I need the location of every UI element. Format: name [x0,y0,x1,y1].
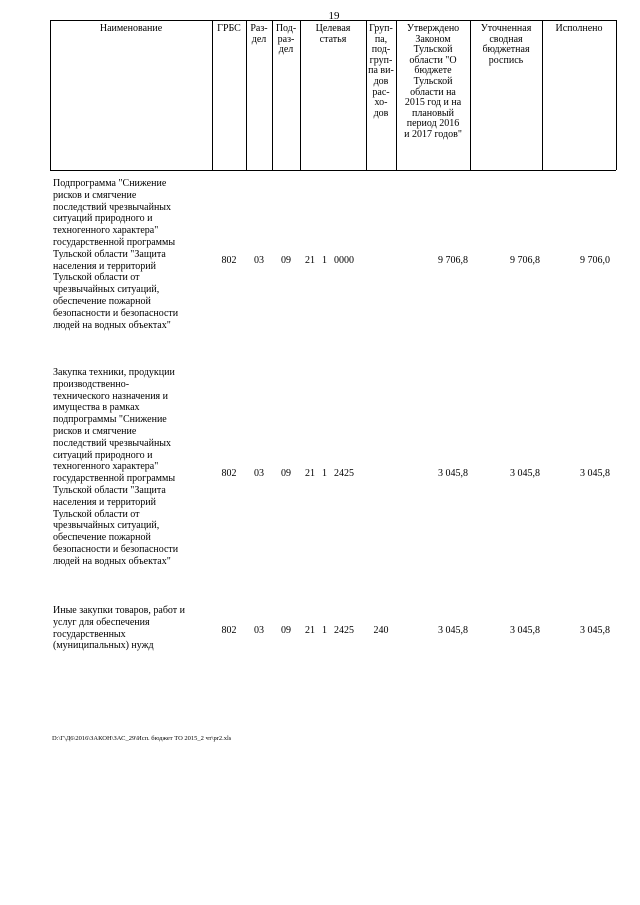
row-razdel: 03 [254,468,264,479]
row-refined: 3 045,8 [510,625,540,636]
row-target-subprogram: 1 [322,255,327,266]
row-executed: 9 706,0 [580,255,610,266]
header-bottom-border [50,170,616,171]
row-target-subprogram: 1 [322,625,327,636]
row-target-code: 0000 [334,255,354,266]
row-podrazdel: 09 [281,625,291,636]
row-group: 240 [373,625,389,636]
row-approved: 3 045,8 [438,468,468,479]
row-name: Закупка техники, продукции производственно- технического назначения и имущества в рамках подпрограммы "Снижение рисков и смягчение последствий чрезвычайных ситуаций природного и техногенного характера" государственной программы Тульской области "Защита населения и территорий Тульской области от чрезвычайных ситуаций, обеспечение пожарной безопасности и безопасности людей на водных объектах" [53,367,179,567]
row-target-subprogram: 1 [322,468,327,479]
header-name: Наименование [99,23,163,34]
header-top-border [50,20,616,21]
row-target-code: 2425 [334,468,354,479]
header-refined: Уточненная сводная бюджетная роспись [480,23,532,66]
col-divider [616,20,617,170]
row-approved: 9 706,8 [438,255,468,266]
row-target-program: 21 [305,255,315,266]
row-podrazdel: 09 [281,468,291,479]
header-grbs: ГРБС [217,23,241,34]
file-path-footer: D:\Г\Д6\2016\ЗАКОН\ЗАС_29\Исп. бюджет ТО 2015_2 чт\pr2.xls [52,735,232,742]
header-approved: Утверждено Законом Тульской области "О бюджете Тульской области на 2015 год и на плановый период 2016 и 2017 годов" [404,23,462,140]
row-refined: 9 706,8 [510,255,540,266]
row-grbs: 802 [221,625,237,636]
row-grbs: 802 [221,468,237,479]
row-target-program: 21 [305,625,315,636]
row-target-code: 2425 [334,625,354,636]
col-divider [212,20,213,170]
header-target: Целевая статья [315,23,351,45]
header-razdel: Раз- дел [250,23,268,45]
row-target-program: 21 [305,468,315,479]
row-refined: 3 045,8 [510,468,540,479]
row-razdel: 03 [254,625,264,636]
page-number: 19 [328,10,340,22]
row-name: Иные закупки товаров, работ и услуг для обеспечения государственных (муниципальных) нужд [53,605,186,652]
row-executed: 3 045,8 [580,625,610,636]
row-name: Подпрограмма "Снижение рисков и смягчение последствий чрезвычайных ситуаций природного и техногенного характера" государственной программы Тульской области "Защита населения и территорий Тульской области от чрезвычайных ситуаций, обеспечение пожарной безопасности и безопасности людей на водных объектах" [53,178,179,331]
row-razdel: 03 [254,255,264,266]
row-podrazdel: 09 [281,255,291,266]
row-grbs: 802 [221,255,237,266]
header-executed: Исполнено [555,23,603,34]
header-podrazdel: Под- раз- дел [275,23,297,56]
col-divider [50,20,51,170]
row-approved: 3 045,8 [438,625,468,636]
col-divider [542,20,543,170]
row-executed: 3 045,8 [580,468,610,479]
header-group: Груп- па, под- груп- па ви- дов рас- хо- дов [368,23,394,119]
